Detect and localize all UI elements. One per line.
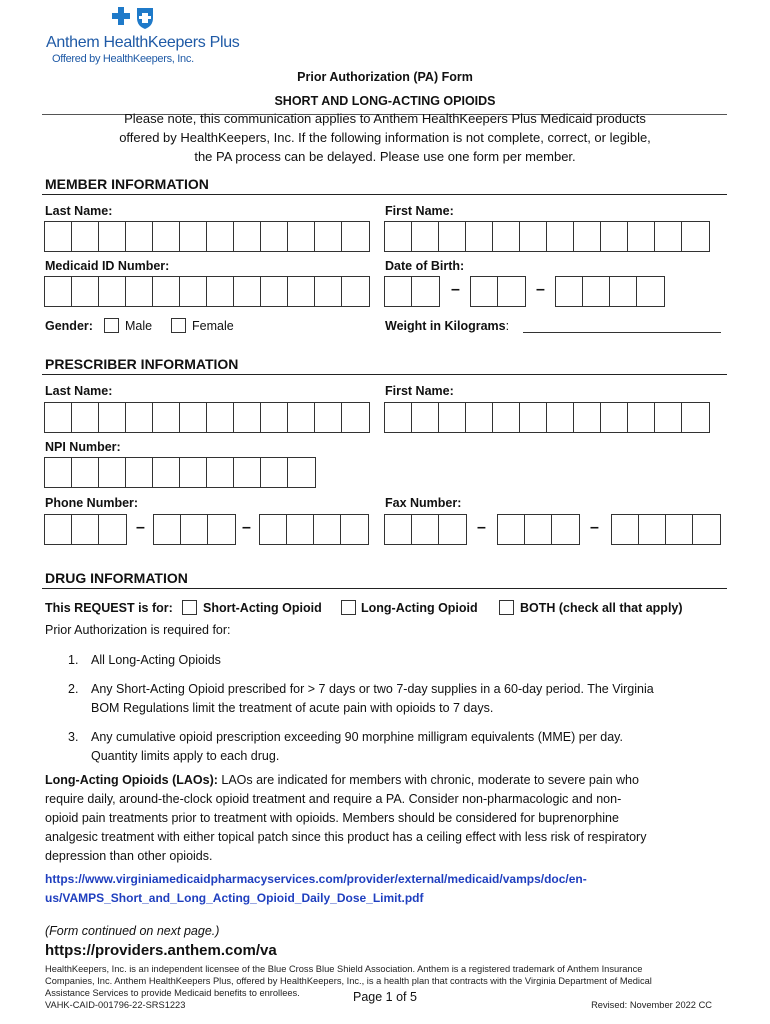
both-label: BOTH (check all that apply) [520,601,683,615]
member-last-name-label: Last Name: [45,204,113,218]
page-number: Page 1 of 5 [353,990,417,1004]
member-last-name-field[interactable] [44,221,370,252]
fax-label: Fax Number: [385,496,462,510]
long-acting-checkbox[interactable] [341,600,356,615]
phone-line-field[interactable] [259,514,369,545]
note-line-3: the PA process can be delayed. Please use one form per member. [194,149,576,164]
prescriber-last-name-field[interactable] [44,402,370,433]
lao-paragraph-line-3: opioid pain treatments prior to treatment with opioids. Members should be considered for buprenorphine [45,811,619,825]
long-acting-label: Long-Acting Opioid [361,601,478,615]
list-item-2-line-2: BOM Regulations limit the treatment of acute pain with opioids to 7 days. [91,701,494,715]
fax-prefix-field[interactable] [497,514,580,545]
member-section-rule [42,194,727,195]
dob-dash-1: – [451,281,460,298]
male-label: Male [125,319,153,333]
form-continued-note: (Form continued on next page.) [45,924,220,938]
list-num-2: 2. [68,682,79,696]
phone-dash-1: – [136,519,145,536]
providers-site-link[interactable]: https://providers.anthem.com/va [45,942,277,959]
legal-line-1: HealthKeepers, Inc. is an independent licensee of the Blue Cross Blue Shield Association. Anthem is a registered trademark of Anthem Insurance [45,964,643,974]
male-checkbox[interactable] [104,318,119,333]
medicaid-id-field[interactable] [44,276,370,307]
brand-name: Anthem HealthKeepers Plus [46,34,240,51]
dob-label: Date of Birth: [385,259,465,273]
prescriber-last-name-label: Last Name: [45,384,113,398]
weight-field[interactable] [523,319,721,333]
phone-label: Phone Number: [45,496,139,510]
prescriber-first-name-label: First Name: [385,384,454,398]
blue-cross-blue-shield-icon [109,6,159,30]
prescriber-section-title: PRESCRIBER INFORMATION [45,356,239,372]
fax-dash-2: – [590,519,599,536]
request-label: This REQUEST is for: [45,601,173,615]
drug-section-title: DRUG INFORMATION [45,570,188,586]
lao-paragraph-line-5: depression than other opioids. [45,849,213,863]
list-item-1-line-1: All Long-Acting Opioids [91,653,221,667]
weight-label: Weight in Kilograms: [385,319,510,333]
list-item-2-line-1: Any Short-Acting Opioid prescribed for > 7 days or two 7-day supplies in a 60-day period. The Virginia [91,682,654,696]
npi-label: NPI Number: [45,440,121,454]
list-num-1: 1. [68,653,79,667]
fax-area-field[interactable] [384,514,467,545]
dob-day-field[interactable] [470,276,526,307]
legal-line-2: Companies, Inc. Anthem HealthKeepers Plus, offered by HealthKeepers, Inc., is a health plan that contracts with the Virginia Department of Medical [45,976,652,986]
dob-month-field[interactable] [384,276,440,307]
drug-section-rule [42,588,727,589]
fax-line-field[interactable] [611,514,721,545]
phone-prefix-field[interactable] [153,514,236,545]
prescriber-section-rule [42,374,727,375]
form-title: Prior Authorization (PA) Form [297,70,473,84]
gender-label: Gender: [45,319,93,333]
prescriber-first-name-field[interactable] [384,402,710,433]
npi-field[interactable] [44,457,316,488]
form-subtitle: SHORT AND LONG-ACTING OPIOIDS [274,94,496,108]
member-first-name-label: First Name: [385,204,454,218]
lao-paragraph-line-2: require daily, around-the-clock opioid treatment and require a PA. Consider non-pharmacologic and non- [45,792,622,806]
fax-dash-1: – [477,519,486,536]
list-num-3: 3. [68,730,79,744]
vamps-link-line-2[interactable]: us/VAMPS_Short_and_Long_Acting_Opioid_Daily_Dose_Limit.pdf [45,891,424,905]
medicaid-id-label: Medicaid ID Number: [45,259,170,273]
phone-dash-2: – [242,519,251,536]
lao-paragraph-line-4: analgesic treatment with either topical patch since this product has a ceiling effect with less risk of respiratory [45,830,647,844]
female-label: Female [192,319,234,333]
note-line-1: Please note, this communication applies to Anthem HealthKeepers Plus Medicaid products [124,111,646,126]
pa-required-text: Prior Authorization is required for: [45,623,231,637]
both-checkbox[interactable] [499,600,514,615]
phone-area-field[interactable] [44,514,127,545]
form-code: VAHK-CAID-001796-22-SRS1223 [45,1000,186,1010]
dob-dash-2: – [536,281,545,298]
short-acting-checkbox[interactable] [182,600,197,615]
female-checkbox[interactable] [171,318,186,333]
list-item-3-line-2: Quantity limits apply to each drug. [91,749,280,763]
member-first-name-field[interactable] [384,221,710,252]
list-item-3-line-1: Any cumulative opioid prescription exceeding 90 morphine milligram equivalents (MME) per day. [91,730,623,744]
vamps-link-line-1[interactable]: https://www.virginiamedicaidpharmacyservices.com/provider/external/medicaid/vamps/doc/en- [45,872,587,886]
note-line-2: offered by HealthKeepers, Inc. If the following information is not complete, correct, or legible, [119,130,651,145]
lao-paragraph-line-1: Long-Acting Opioids (LAOs): LAOs are indicated for members with chronic, moderate to severe pain who [45,773,639,787]
brand-subtitle: Offered by HealthKeepers, Inc. [52,53,194,65]
member-section-title: MEMBER INFORMATION [45,176,209,192]
dob-year-field[interactable] [555,276,665,307]
anthem-logo [46,6,240,66]
revised-date: Revised: November 2022 CC [591,1000,712,1010]
short-acting-label: Short-Acting Opioid [203,601,322,615]
legal-line-3: Assistance Services to provide Medicaid benefits to enrollees. [45,988,300,998]
